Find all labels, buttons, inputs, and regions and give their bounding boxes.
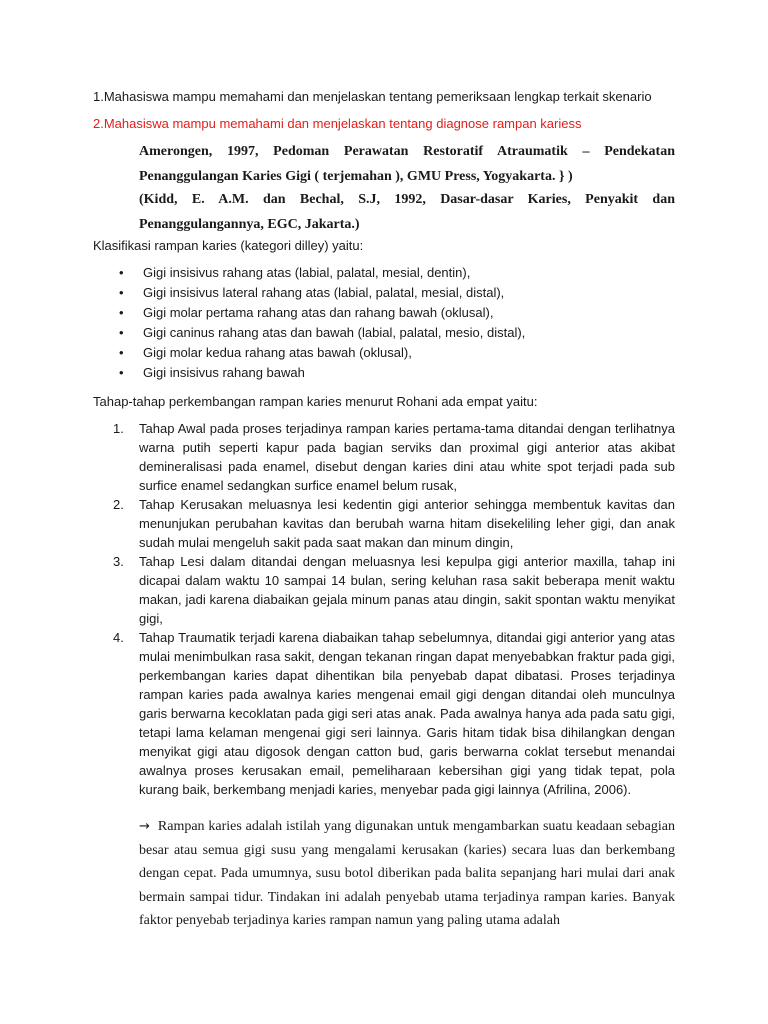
reference-kidd: (Kidd, E. A.M. dan Bechal, S.J, 1992, Dasar-dasar Karies, Penyakit dan Penanggulangannya, EGC, Jakarta.) [139,192,675,232]
list-item [119,284,525,304]
stage-item [113,419,675,495]
bullet-icon: • [119,345,124,360]
stage-number: 3. [113,554,124,569]
list-item [119,304,525,324]
stage-item [113,552,675,628]
list-item [119,324,525,344]
classification-title: Klasifikasi rampan karies (kategori dilley) yaitu: [93,238,364,253]
list-item [119,364,525,384]
list-item-text: Gigi insisivus rahang bawah [143,365,305,380]
list-item-text: Gigi caninus rahang atas dan bawah (labial, palatal, mesio, distal), [143,325,526,340]
reference-amerongen: Amerongen, 1997, Pedoman Perawatan Restoratif Atraumatik – Pendekatan Penanggulangan Karies Gigi ( terjemahan ), GMU Press, Yogyakarta. } ) [139,144,675,184]
stage-number: 1. [113,421,124,436]
stage-text: Tahap Traumatik terjadi karena diabaikan tahap sebelumnya, ditandai gigi anterior yang atas mulai menimbulkan rasa sakit, dengan tekanan ringan dapat menyebabkan fraktur pada gigi, perkembangan karies dapat dihentikan bila penyebab dapat dibatasi. Proses terjadinya rampan karies pada awalnya karies mengenai email gigi dengan ditandai oleh munculnya garis berwarna kecoklatan pada gigi seri atas anak. Pada awalnya hanya ada pada satu gigi, tetapi lama kelaman mengenai gigi seri lainnya. Garis hitam tidak bisa dihilangkan dengan menyikat gigi atau digosok dengan catton bud, garis berwarna coklat tersebut menandai awalnya proses kerusakan email, pemeliharaan kebersihan gigi yang tidak tepat, pola kurang baik, berkembang menjadi karies, menyebar pada gigi lainnya (Afrilina, 2006). [139,630,675,797]
stages-list [113,419,675,799]
stage-number: 4. [113,630,124,645]
objective-1: 1.Mahasiswa mampu memahami dan menjelaskan tentang pemeriksaan lengkap terkait skenario [93,89,652,104]
stage-text: Tahap Lesi dalam ditandai dengan meluasnya lesi kepulpa gigi anterior maxilla, tahap ini dicapai dalam waktu 10 sampai 14 bulan, sering keluhan rasa sakit beberapa menit waktu makan, jadi karena diabaikan gejala minum panas atau dingin, sakit spontan waktu menyikat gigi, [139,554,675,626]
stage-number: 2. [113,497,124,512]
bullet-icon: • [119,365,124,380]
rampan-karies-paragraph [139,815,675,933]
stage-text: Tahap Kerusakan meluasnya lesi kedentin gigi anterior sehingga membentuk kavitas dan menunjukan perubahan kavitas dan berubah warna hitam disekeliling leher gigi, dan anak sudah mulai mengeluh sakit pada saat makan dan minum dingin, [139,497,675,550]
list-item-text: Gigi insisivus rahang atas (labial, palatal, mesial, dentin), [143,265,471,280]
stage-item [113,628,675,799]
stages-title: Tahap-tahap perkembangan rampan karies menurut Rohani ada empat yaitu: [93,394,538,409]
bullet-icon: • [119,305,124,320]
stage-text: Tahap Awal pada proses terjadinya rampan karies pertama-tama ditandai dengan terlihatnya warna putih seperti kapur pada bagian serviks dan proximal gigi anterior atas akibat demineralisasi pada enamel, disebut dengan karies dini atau white spot terjadi pada sub surfice enamel sedangkan surfice enamel belum rusak, [139,421,675,493]
list-item-text: Gigi molar pertama rahang atas dan rahang bawah (oklusal), [143,305,494,320]
classification-list [119,264,525,384]
list-item [119,344,525,364]
stage-item [113,495,675,552]
objective-2: 2.Mahasiswa mampu memahami dan menjelaskan tentang diagnose rampan kariess [93,116,582,131]
bullet-icon: • [119,325,124,340]
list-item-text: Gigi molar kedua rahang atas bawah (oklusal), [143,345,412,360]
paragraph-text: Rampan karies adalah istilah yang digunakan untuk mengambarkan suatu keadaan sebagian besar atau semua gigi susu yang mengalami kerusakan (karies) secara luas dan berkembang dengan cepat. Pada umumnya, susu botol diberikan pada balita sepanjang hari mulai dari anak bermain sampai tidur. Tindakan ini adalah penyebab utama terjadinya rampan karies. Banyak faktor penyebab terjadinya karies rampan namun yang paling utama adalah [139,819,675,928]
list-item [119,264,525,284]
bullet-icon: • [119,285,124,300]
list-item-text: Gigi insisivus lateral rahang atas (labial, palatal, mesial, distal), [143,285,505,300]
bullet-icon: • [119,265,124,280]
arrow-right-icon: → [139,819,150,834]
